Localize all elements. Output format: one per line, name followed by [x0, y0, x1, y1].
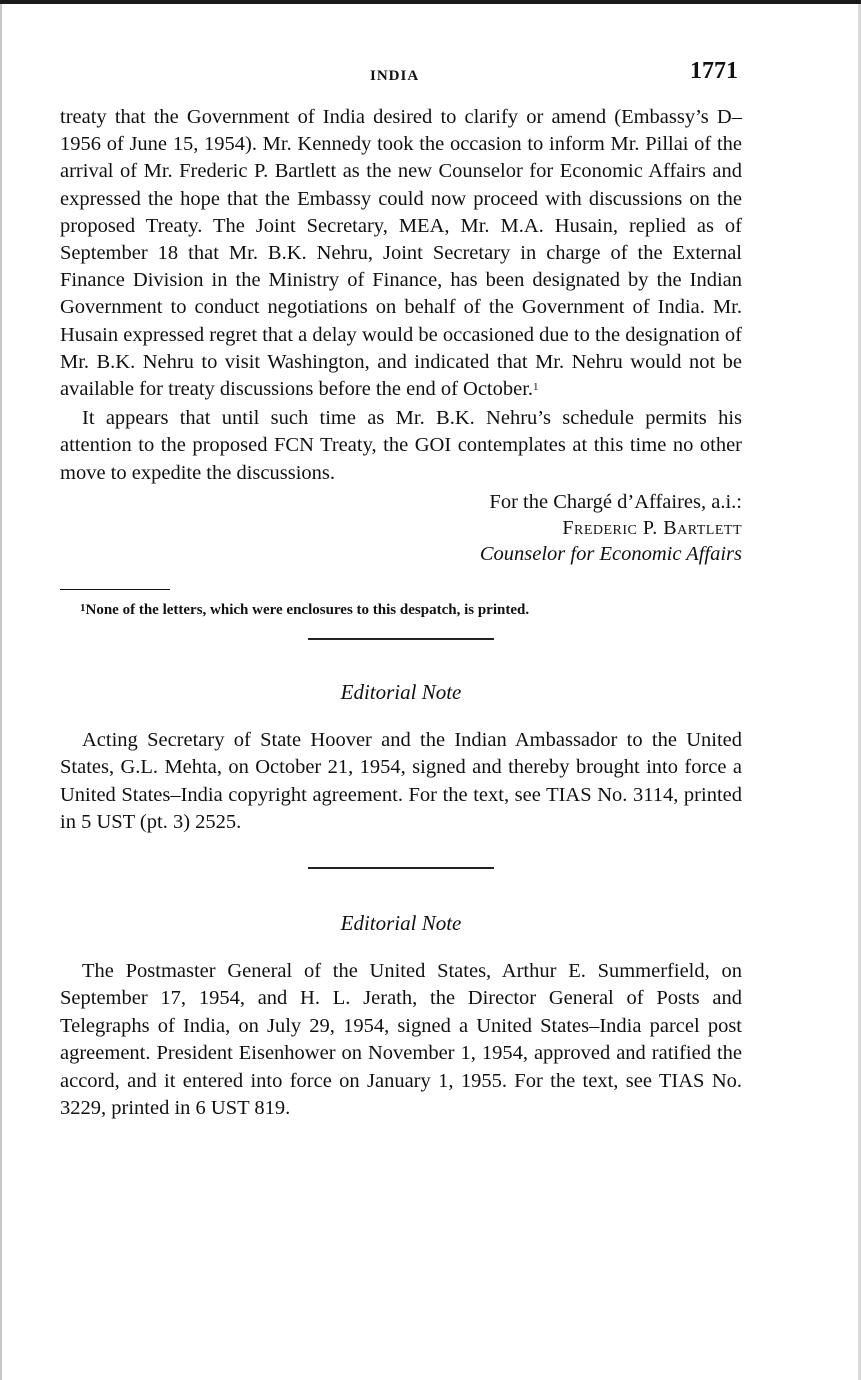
page-number: 1771 — [690, 58, 738, 84]
page-content — [60, 104, 742, 1123]
editorial-note-body-1: Acting Secretary of State Hoover and the Indian Ambassador to the United States, G.L. Mehta, on October 21, 1954, signed and thereby brought into force a United States–India copyright agreement. For the text, see TIAS No. 3114, printed in 5 UST (pt. 3) 2525. — [60, 728, 742, 834]
footnote-text: None of the letters, which were enclosures to this despatch, is printed. — [85, 601, 530, 618]
footnote-divider — [60, 589, 170, 590]
letter-paragraph-2: It appears that until such time as Mr. B.K. Nehru’s schedule permits his attention to the proposed FCN Treaty, the GOI contemplates at this time no other move to expedite the discussions. — [60, 407, 742, 484]
letter-paragraph-1-text: treaty that the Government of India desired to clarify or amend (Embassy’s D–1956 of June 15, 1954). Mr. Kennedy took the occasion to inform Mr. Pillai of the arrival of Mr. Frederic P. Bartlett as the new Counselor for Economic Affairs and expressed the hope that the Embassy could now proceed with discussions on the proposed Treaty. The Joint Secretary, MEA, Mr. M.A. Husain, replied as of September 18 that Mr. B.K. Nehru, Joint Secretary in charge of the External Finance Division in the Ministry of Finance, has been designated by the Indian Government to conduct negotiations on behalf of the Government of India. Mr. Husain expressed regret that a delay would be occasioned due to the designation of Mr. B.K. Nehru to visit Washington, and indicated that Mr. Nehru would not be available for treaty discussions before the end of October. — [60, 106, 742, 401]
section-divider-2 — [308, 867, 494, 869]
signature-line: For the Chargé d’Affaires, a.i.: — [489, 490, 742, 513]
footnote — [60, 600, 742, 620]
signature-title: Counselor for Economic Affairs — [479, 542, 742, 565]
editorial-note-title-2: Editorial Note — [340, 910, 462, 935]
signature-block — [60, 489, 742, 567]
signature-name: Frederic P. Bartlett — [562, 516, 742, 539]
page-top-border — [0, 0, 861, 4]
editorial-note-title-1: Editorial Note — [340, 679, 462, 704]
page-header — [60, 58, 740, 94]
editorial-note-body-2: The Postmaster General of the United States, Arthur E. Summerfield, on September 17, 1954, and H. L. Jerath, the Director General of Posts and Telegraphs of India, on July 29, 1954, signed a United States–India parcel post agreement. President Eisenhower on November 1, 1954, approved and ratified the accord, and it entered into force on January 1, 1955. For the text, see TIAS No. 3229, printed in 6 UST 819. — [60, 959, 742, 1120]
footnote-marker: 1 — [80, 601, 86, 614]
letter-paragraph-1 — [60, 104, 742, 403]
footnote-reference: 1 — [533, 381, 539, 394]
page-left-edge — [0, 4, 2, 1380]
running-head: INDIA — [370, 68, 420, 84]
section-divider-1 — [308, 638, 494, 640]
